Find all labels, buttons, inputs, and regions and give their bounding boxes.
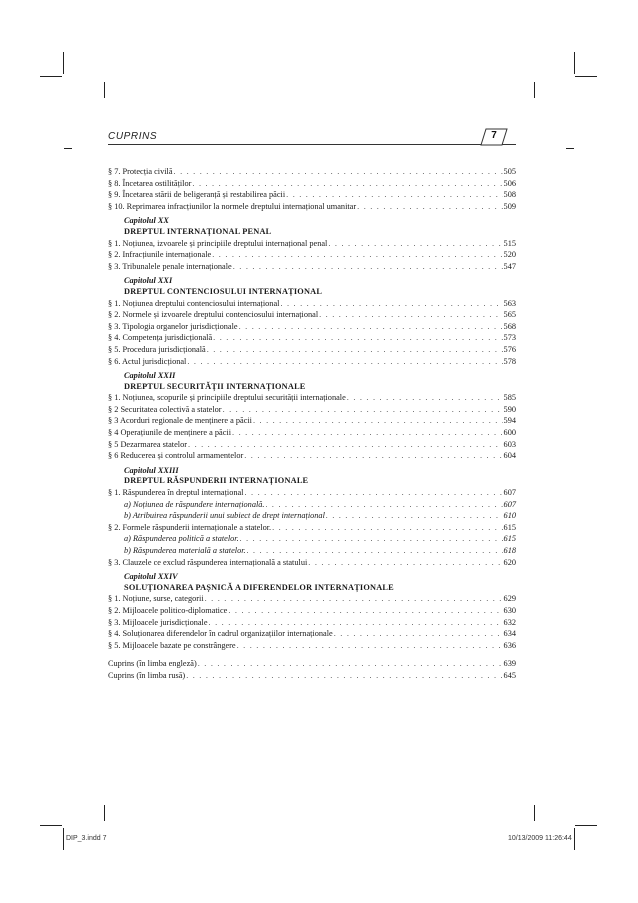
chapter-title: DREPTUL SECURITĂȚII INTERNAȚIONALE <box>124 381 306 391</box>
toc-page-number: 563 <box>503 298 516 308</box>
toc-entry-title: § 2. Infracțiunile internaționale <box>108 250 212 260</box>
crop-mark <box>574 828 575 850</box>
toc-page-number: 506 <box>503 178 516 188</box>
toc-page-number: 590 <box>503 404 516 414</box>
chapter-heading <box>108 466 516 487</box>
crop-mark <box>534 82 535 98</box>
toc-entry <box>108 178 516 190</box>
chapter-heading <box>108 216 516 237</box>
toc-page-number: 618 <box>503 546 516 555</box>
toc-entry <box>108 439 516 451</box>
toc-entry-title: § 5 Dezarmarea statelor <box>108 439 188 449</box>
crop-mark <box>40 76 62 77</box>
toc-entry-title: § 2. Formele răspunderii internaționale a statelor. <box>108 522 272 532</box>
toc-entry-title: § 4. Competența jurisdicțională <box>108 333 213 343</box>
dot-leader <box>334 628 503 640</box>
crop-mark <box>575 825 597 826</box>
toc-page-number: 615 <box>503 522 516 532</box>
toc-spacer <box>108 651 516 658</box>
toc-entry <box>108 344 516 356</box>
dot-leader <box>213 332 502 344</box>
toc-entry <box>108 249 516 261</box>
toc-entry <box>108 605 516 617</box>
slug-file-label: DIP_3.indd 7 <box>66 835 107 842</box>
toc-entry <box>108 522 516 534</box>
toc-page-number: 607 <box>503 488 516 498</box>
toc-entry <box>108 309 516 321</box>
toc-entry-title: Cuprins (în limba rusă) <box>108 670 186 680</box>
toc-entry-title: § 4 Operațiunile de menținere a păcii <box>108 428 232 438</box>
page-number: 7 <box>491 130 497 141</box>
chapter-title: SOLUȚIONAREA PAȘNICĂ A DIFERENDELOR INTERNAȚIONALE <box>124 582 394 592</box>
toc-entry <box>108 658 516 670</box>
slug-datetime: 10/13/2009 11:26:44 <box>508 835 572 842</box>
dot-leader <box>174 166 503 178</box>
page-number-badge <box>480 128 508 146</box>
toc-entry-title: a) Răspunderea politică a statelor. <box>124 534 239 544</box>
toc-entry-title: b) Atribuirea răspunderii unui subiect de drept internațional <box>124 511 325 521</box>
toc-entry <box>108 617 516 629</box>
dot-leader <box>240 533 503 545</box>
crop-mark <box>574 52 575 74</box>
dot-leader <box>247 545 503 557</box>
toc-entry-title: § 6. Actul jurisdicțional <box>108 356 187 366</box>
toc-page-number: 515 <box>503 238 516 248</box>
dot-leader <box>237 640 503 652</box>
toc-entry <box>108 356 516 368</box>
header-rule <box>108 144 516 145</box>
toc-entry-title: § 8. Încetarea ostilităților <box>108 178 192 188</box>
toc-page-number: 604 <box>503 451 516 461</box>
toc-entry-title: § 1. Noțiune, surse, categorii <box>108 594 204 604</box>
chapter-number: Capitolul XX <box>124 216 169 226</box>
toc-entry <box>108 201 516 213</box>
toc-page-number: 629 <box>503 594 516 604</box>
toc-page-number: 547 <box>503 261 516 271</box>
toc-entry-title: § 5. Mijloacele bazate pe constrângere <box>108 640 236 650</box>
dot-leader <box>187 356 502 368</box>
dot-leader <box>266 499 503 511</box>
dot-leader <box>228 605 502 617</box>
dot-leader <box>272 522 502 534</box>
toc-page-number: 603 <box>503 439 516 449</box>
dot-leader <box>244 487 502 499</box>
dot-leader <box>188 439 503 451</box>
toc-entry <box>108 321 516 333</box>
toc-subentry <box>108 499 516 511</box>
chapter-heading <box>108 276 516 297</box>
crop-mark <box>63 828 64 850</box>
chapter-number: Capitolul XXII <box>124 371 176 381</box>
dot-leader <box>209 617 503 629</box>
crop-mark <box>64 148 72 149</box>
toc-page-number: 573 <box>503 333 516 343</box>
toc-entry <box>108 404 516 416</box>
toc-page-number: 594 <box>503 416 516 426</box>
toc-entry <box>108 557 516 569</box>
toc-entry-title: § 6 Reducerea și controlul armamentelor <box>108 451 244 461</box>
crop-mark <box>566 148 574 149</box>
toc-page-number: 645 <box>503 670 516 680</box>
toc-page-number: 607 <box>503 499 516 509</box>
toc-page-number: 585 <box>503 393 516 403</box>
chapter-number: Capitolul XXIII <box>124 465 179 475</box>
chapter-number: Capitolul XXIV <box>124 572 178 582</box>
toc-entry-title: § 2 Securitatea colectivă a statelor <box>108 404 222 414</box>
toc-page-number: 600 <box>503 428 516 438</box>
dot-leader <box>186 670 502 682</box>
toc-entry-title: § 1. Noțiunea, izvoarele și principiile dreptului internațional penal <box>108 238 328 248</box>
chapter-heading <box>108 371 516 392</box>
toc-entry-title: § 5. Procedura jurisdicțională <box>108 344 206 354</box>
dot-leader <box>205 593 503 605</box>
toc-entry <box>108 392 516 404</box>
chapter-title: DREPTUL RĂSPUNDERII INTERNAȚIONALE <box>124 476 309 486</box>
dot-leader <box>207 344 503 356</box>
toc-entry-title: § 1. Noțiunea, scopurile și principiile dreptului securității internaționale <box>108 393 346 403</box>
toc-page-number: 568 <box>503 321 516 331</box>
toc-entry <box>108 332 516 344</box>
toc-entry-title: § 1. Răspunderea în dreptul internațional <box>108 488 244 498</box>
toc-entry <box>108 189 516 201</box>
toc-entry-title: § 3. Mijloacele jurisdicționale <box>108 617 208 627</box>
toc-entry <box>108 238 516 250</box>
toc-entry-title: § 10. Reprimarea infracțiunilor la normele dreptului internațional umanitar <box>108 201 357 211</box>
toc-entry-title: a) Noțiunea de răspundere internațională. <box>124 499 265 509</box>
toc-page-number: 576 <box>503 344 516 354</box>
chapter-heading <box>108 572 516 593</box>
toc-entry <box>108 593 516 605</box>
crop-mark <box>575 76 597 77</box>
toc-entry-title: § 3. Tipologia organelor jurisdicționale <box>108 321 238 331</box>
chapter-title: DREPTUL INTERNAȚIONAL PENAL <box>124 226 272 236</box>
dot-leader <box>223 404 503 416</box>
dot-leader <box>192 178 502 190</box>
running-header-title: CUPRINS <box>108 131 158 142</box>
toc-entry <box>108 298 516 310</box>
toc-entry-title: Cuprins (în limba engleză) <box>108 659 197 669</box>
chapter-number: Capitolul XXI <box>124 276 173 286</box>
toc-entry <box>108 670 516 682</box>
toc-subentry <box>108 510 516 522</box>
toc-entry-title: b) Răspunderea materială a statelor. <box>124 546 246 555</box>
toc-page-number: 505 <box>503 167 516 176</box>
crop-mark <box>534 805 535 821</box>
toc-page-number: 620 <box>503 557 516 567</box>
crop-mark <box>40 825 62 826</box>
toc-page-number: 630 <box>503 605 516 615</box>
toc-entry <box>108 166 516 178</box>
dot-leader <box>232 427 503 439</box>
toc-entry-title: § 9. Încetarea stării de beligeranță și restabilirea păcii <box>108 190 286 200</box>
dot-leader <box>286 189 502 201</box>
crop-mark <box>104 805 105 821</box>
toc-page-number: 634 <box>503 629 516 639</box>
crop-mark <box>104 82 105 98</box>
dot-leader <box>244 450 502 462</box>
toc-page-number: 632 <box>503 617 516 627</box>
toc-subentry <box>108 533 516 545</box>
toc-entry-title: § 7. Protecția civilă <box>108 167 173 176</box>
toc-entry <box>108 640 516 652</box>
toc-page-number: 636 <box>503 640 516 650</box>
toc-entry-title: § 3 Acorduri regionale de menținere a păcii <box>108 416 252 426</box>
dot-leader <box>347 392 503 404</box>
toc-entry-title: § 2. Normele și izvoarele dreptului contenciosului internațional <box>108 310 319 320</box>
toc-page-number: 610 <box>503 511 516 521</box>
toc-entry <box>108 628 516 640</box>
dot-leader <box>328 238 502 250</box>
toc-entry <box>108 427 516 439</box>
toc-entry-title: § 4. Soluționarea diferendelor în cadrul organizațiilor internaționale <box>108 629 333 639</box>
dot-leader <box>326 510 503 522</box>
toc-page-number: 639 <box>503 659 516 669</box>
chapter-title: DREPTUL CONTENCIOSULUI INTERNAȚIONAL <box>124 286 323 296</box>
toc-entry <box>108 261 516 273</box>
dot-leader <box>253 415 503 427</box>
table-of-contents <box>108 166 516 682</box>
toc-page-number: 509 <box>503 201 516 211</box>
toc-page-number: 578 <box>503 356 516 366</box>
crop-mark <box>63 52 64 74</box>
dot-leader <box>198 658 503 670</box>
toc-subentry <box>108 545 516 557</box>
dot-leader <box>239 321 503 333</box>
toc-entry-title: § 3. Clauzele ce exclud răspunderea internațională a statului <box>108 557 308 567</box>
toc-page-number: 615 <box>503 534 516 544</box>
dot-leader <box>233 261 503 273</box>
toc-page-number: 520 <box>503 250 516 260</box>
toc-entry <box>108 487 516 499</box>
dot-leader <box>357 201 502 213</box>
toc-page-number: 508 <box>503 190 516 200</box>
toc-page-number: 565 <box>503 310 516 320</box>
dot-leader <box>212 249 502 261</box>
toc-entry-title: § 3. Tribunalele penale internaționale <box>108 261 232 271</box>
toc-entry <box>108 415 516 427</box>
dot-leader <box>280 298 502 310</box>
dot-leader <box>308 557 502 569</box>
dot-leader <box>319 309 502 321</box>
toc-entry-title: § 1. Noțiunea dreptului contenciosului internațional <box>108 298 280 308</box>
toc-entry-title: § 2. Mijloacele politico-diplomatice <box>108 605 228 615</box>
toc-entry <box>108 450 516 462</box>
